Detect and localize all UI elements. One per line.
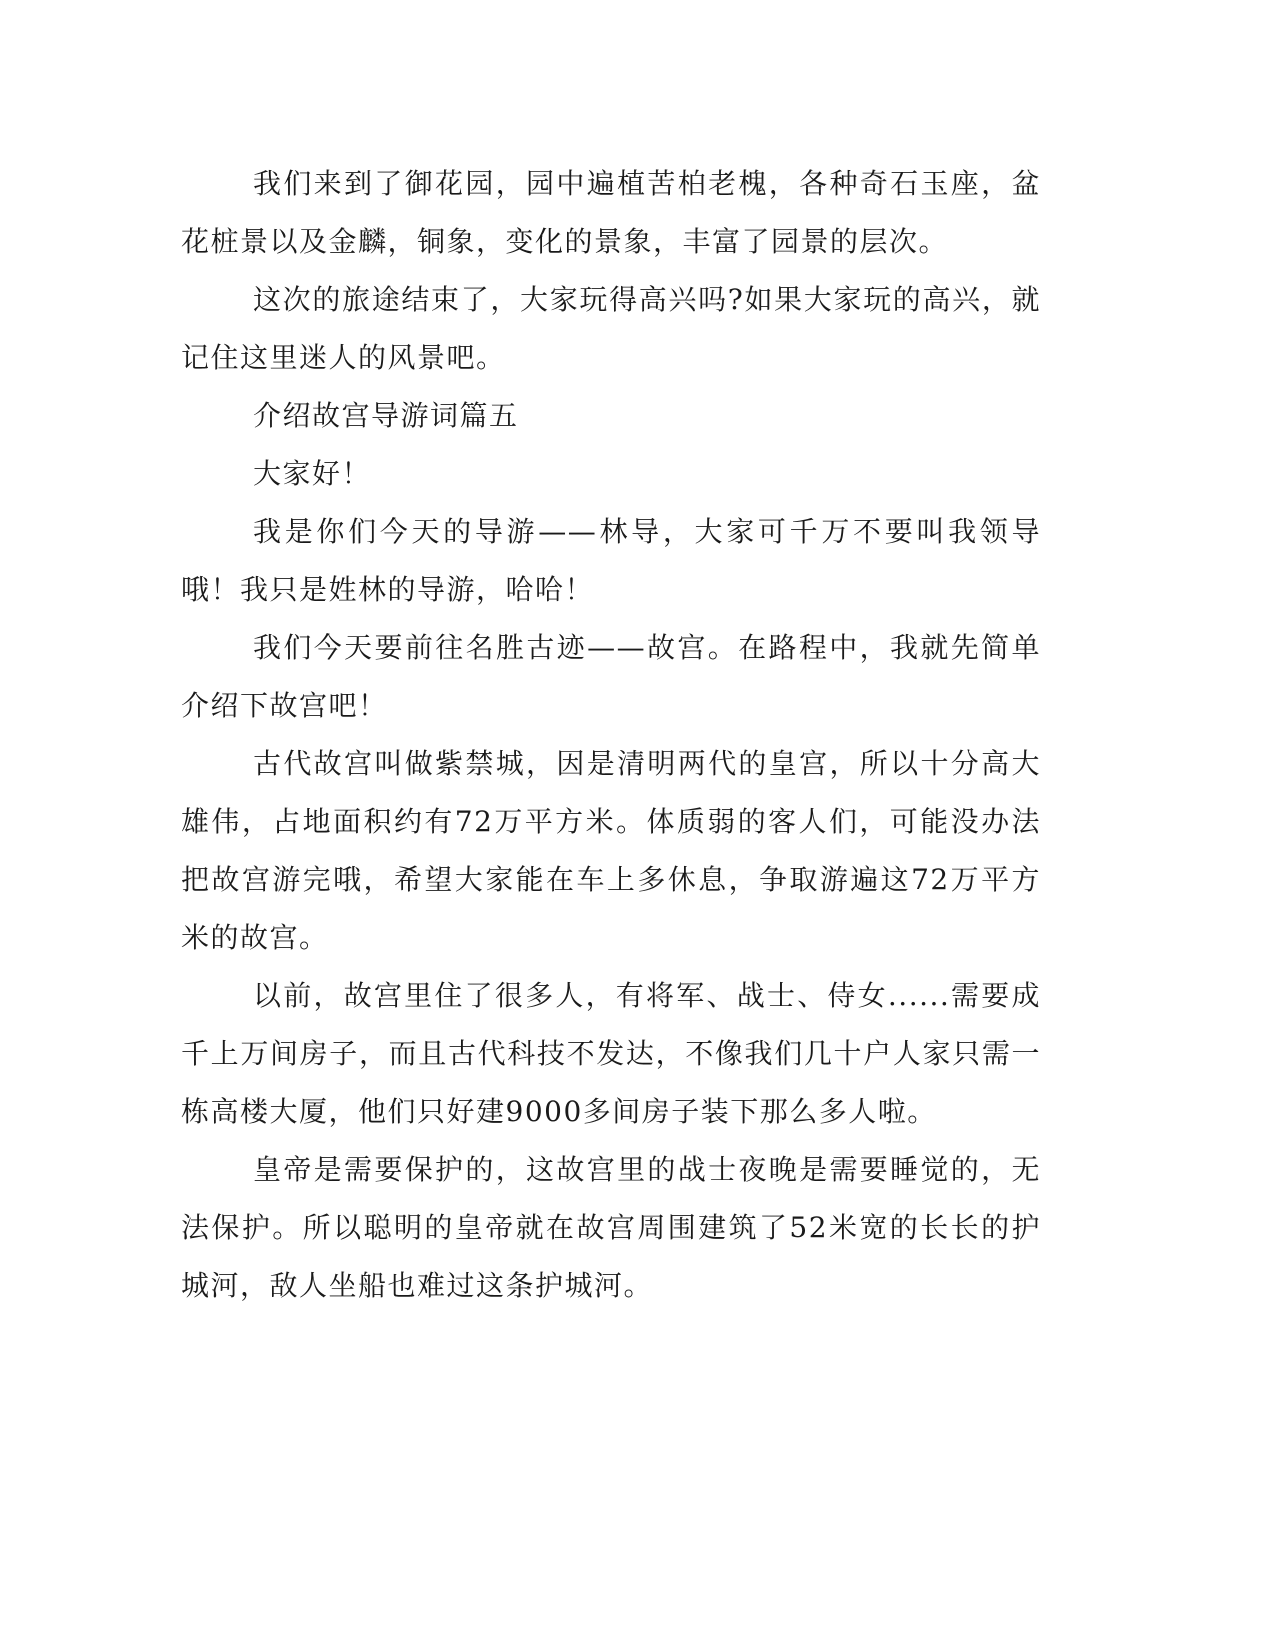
paragraph-imperial-garden: 我们来到了御花园，园中遍植苦柏老槐，各种奇石玉座，盆花桩景以及金麟，铜象，变化的景象，丰富了园景的层次。 <box>181 167 1041 258</box>
paragraph-guide-intro: 我是你们今天的导游——林导，大家可千万不要叫我领导哦！我只是姓林的导游，哈哈！ <box>181 515 1041 606</box>
paragraph-trip-end: 这次的旅途结束了，大家玩得高兴吗?如果大家玩的高兴，就记住这里迷人的风景吧。 <box>181 283 1041 374</box>
paragraph-greeting: 大家好！ <box>253 457 372 490</box>
paragraph-destination: 我们今天要前往名胜古迹——故宫。在路程中，我就先简单介绍下故宫吧！ <box>181 631 1041 722</box>
paragraph-forbidden-city: 古代故宫叫做紫禁城，因是清明两代的皇宫，所以十分高大雄伟，占地面积约有72万平方米。体质弱的客人们，可能没办法把故宫游完哦，希望大家能在车上多休息，争取游遍这72万平方米的故宫。 <box>181 747 1041 954</box>
section-heading: 介绍故宫导游词篇五 <box>253 399 519 432</box>
paragraph-moat: 皇帝是需要保护的，这故宫里的战士夜晚是需要睡觉的，无法保护。所以聪明的皇帝就在故宫周围建筑了52米宽的长长的护城河，敌人坐船也难过这条护城河。 <box>181 1153 1041 1302</box>
document-body <box>181 155 1041 1315</box>
paragraph-residents: 以前，故宫里住了很多人，有将军、战士、侍女......需要成千上万间房子，而且古代科技不发达，不像我们几十户人家只需一栋高楼大厦，他们只好建9000多间房子装下那么多人啦。 <box>181 979 1041 1128</box>
